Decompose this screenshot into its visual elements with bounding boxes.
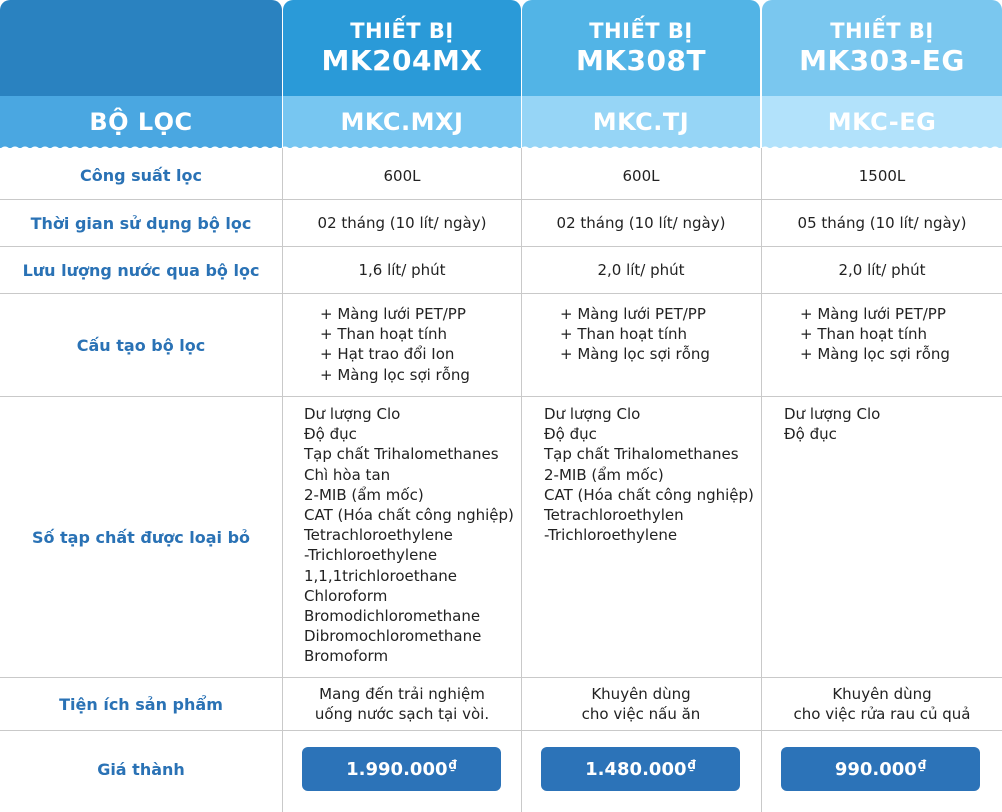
list-item: + Màng lọc sợi rỗng xyxy=(800,345,950,364)
list-item: + Than hoạt tính xyxy=(320,325,448,344)
benefit-line: Khuyên dùng xyxy=(591,685,691,703)
benefit-value-1 xyxy=(283,678,521,730)
row-label-benefit: Tiện ích sản phẩm xyxy=(59,694,223,714)
device-model: MK308T xyxy=(575,44,707,77)
list-item: Tạp chất Trihalomethanes xyxy=(544,445,739,464)
list-item: + Màng lưới PET/PP xyxy=(560,305,706,323)
flow-value: 2,0 lít/ phút xyxy=(838,261,926,279)
removed-list-2 xyxy=(544,404,754,545)
list-item: Dư lượng Clo xyxy=(544,405,641,423)
benefit-value-3 xyxy=(762,678,1002,730)
list-item: Dư lượng Clo xyxy=(784,405,881,423)
removed-list-1 xyxy=(304,404,514,667)
capacity-value: 600L xyxy=(622,166,660,185)
currency-symbol: ₫ xyxy=(687,758,696,772)
list-item: + Màng lưới PET/PP xyxy=(320,305,466,323)
list-item: Tetrachloroethylen xyxy=(544,506,684,525)
list-item: + Màng lưới PET/PP xyxy=(800,305,946,323)
structure-list-2 xyxy=(560,304,710,365)
device-kicker: THIẾT BỊ xyxy=(350,19,454,43)
benefit-line: Khuyên dùng xyxy=(832,685,932,703)
list-item: + Than hoạt tính xyxy=(800,325,928,344)
filter-name-3: MKC-EG xyxy=(762,96,1002,148)
capacity-value: 1500L xyxy=(858,166,906,185)
row-label-structure: Cấu tạo bộ lọc xyxy=(76,335,206,355)
duration-value: 02 tháng (10 lít/ ngày) xyxy=(556,214,726,232)
row-label-capacity: Công suất lọc xyxy=(79,166,203,185)
list-item: Độ đục xyxy=(544,425,597,444)
list-item: + Màng lọc sợi rỗng xyxy=(560,345,710,364)
filter-heading: BỘ LỌC xyxy=(0,96,282,148)
list-item: Dư lượng Clo xyxy=(304,405,401,423)
duration-value: 02 tháng (10 lít/ ngày) xyxy=(317,214,487,232)
list-item: Bromodichloromethane xyxy=(304,607,481,626)
row-label-removed: Số tạp chất được loại bỏ xyxy=(31,527,251,547)
device-kicker: THIẾT BỊ xyxy=(830,19,934,43)
currency-symbol: ₫ xyxy=(448,758,457,772)
list-item: 1,1,1trichloroethane xyxy=(304,566,458,585)
list-item: Độ đục xyxy=(784,425,837,444)
row-label-duration: Thời gian sử dụng bộ lọc xyxy=(30,213,252,233)
list-item: Bromoform xyxy=(304,647,389,666)
price-button-3[interactable] xyxy=(781,747,980,791)
list-item: + Hạt trao đổi Ion xyxy=(320,345,455,364)
list-item: CAT (Hóa chất công nghiệp) xyxy=(304,506,514,525)
duration-value: 05 tháng (10 lít/ ngày) xyxy=(797,214,967,232)
list-item: Tetrachloroethylene xyxy=(304,526,453,545)
benefit-line: uống nước sạch tại vòi. xyxy=(314,705,490,723)
flow-value: 1,6 lít/ phút xyxy=(358,261,446,279)
filter-name-2: MKC.TJ xyxy=(522,96,760,148)
price-button-1[interactable] xyxy=(302,747,501,791)
price-amount: 1.480.000 xyxy=(585,758,687,780)
list-item: Chì hòa tan xyxy=(304,465,391,484)
list-item: 2-MIB (ẩm mốc) xyxy=(544,465,664,484)
device-kicker: THIẾT BỊ xyxy=(589,19,693,43)
structure-list-3 xyxy=(800,304,950,365)
capacity-value: 600L xyxy=(383,166,421,185)
list-item: 2-MIB (ẩm mốc) xyxy=(304,485,424,504)
price-amount: 990.000 xyxy=(834,758,917,780)
benefit-line: cho việc rửa rau củ quả xyxy=(793,705,971,723)
device-header-2 xyxy=(522,0,760,96)
flow-value: 2,0 lít/ phút xyxy=(597,261,685,279)
list-item: + Màng lọc sợi rỗng xyxy=(320,365,470,384)
benefit-line: cho việc nấu ăn xyxy=(581,705,701,723)
currency-symbol: ₫ xyxy=(917,758,927,772)
list-item: -Trichloroethylene xyxy=(304,546,438,565)
list-item: Độ đục xyxy=(304,425,357,444)
list-item: CAT (Hóa chất công nghiệp) xyxy=(544,485,754,504)
header-corner xyxy=(0,0,282,96)
list-item: Dibromochloromethane xyxy=(304,627,482,646)
row-label-price: Giá thành xyxy=(97,759,185,779)
filter-name-1: MKC.MXJ xyxy=(283,96,521,148)
benefit-line: Mang đến trải nghiệm xyxy=(319,685,485,703)
list-item: + Than hoạt tính xyxy=(560,325,688,344)
price-button-2[interactable] xyxy=(541,747,740,791)
benefit-value-2 xyxy=(522,678,760,730)
row-label-flow: Lưu lượng nước qua bộ lọc xyxy=(22,260,260,280)
device-header-1 xyxy=(283,0,521,96)
removed-list-3 xyxy=(784,404,880,444)
price-amount: 1.990.000 xyxy=(346,758,448,780)
list-item: Chloroform xyxy=(304,586,388,605)
structure-list-1 xyxy=(320,304,470,385)
list-item: Tạp chất Trihalomethanes xyxy=(304,445,499,464)
device-model: MK204MX xyxy=(321,44,483,77)
list-item: -Trichloroethylene xyxy=(544,526,678,545)
device-model: MK303-EG xyxy=(799,44,965,77)
device-header-3 xyxy=(762,0,1002,96)
